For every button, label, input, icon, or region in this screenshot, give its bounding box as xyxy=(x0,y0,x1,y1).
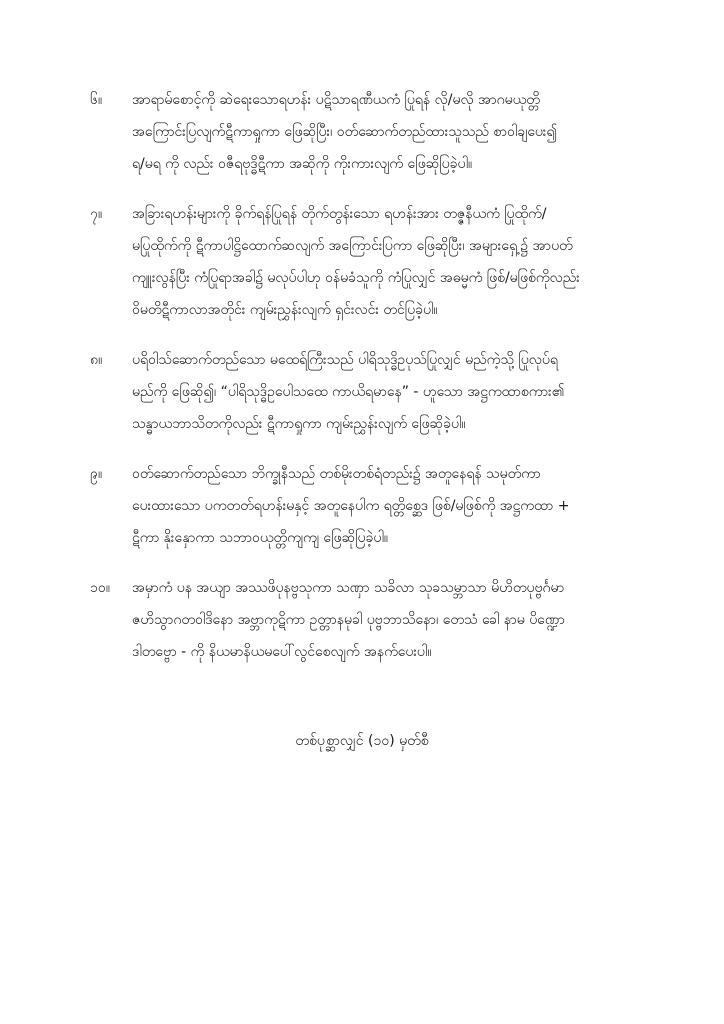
question-line: အမှာကံ ပန အယျာ အဿဖိပုနဗ္ဗသုကာ သဏှာ သခိလာ သုခသမ္ဘာသာ မိဟိတပုဗ္ဗင်္ဂမာ xyxy=(132,580,565,596)
question-text xyxy=(132,198,670,326)
question-line: အကြောင်းပြလျက်ဋီကာရှုကာ ဖြေဆိုပြီး၊ ဝတ်ဆောက်တည်ထားသူသည် စာဝါချပေး၍ xyxy=(132,124,557,140)
question-6 xyxy=(90,84,670,180)
question-number: ၉။ xyxy=(90,466,103,482)
question-line: ဋီကာ နိုးနှောကာ သဘာဝယုတ္တိကျကျ ဖြေဆိုပြခဲ့ပါ။ xyxy=(132,530,388,546)
question-line: မည်ကို ဖြေဆို၍၊ “ပါရိသုဒ္ဓိဥပေါသထေ ကာယိရမာနေ” - ဟူသော အဋ္ဌကထာစကား၏ xyxy=(132,384,565,400)
question-number: ၁၀။ xyxy=(90,580,110,596)
question-line: ဇဟိသွာဂတဝါဒိနော အဗ္ဘာကုဋိကာ ဥတ္တာနမုခါ ပုဗ္ဗဘာသိနော၊ တေသံ ခေါ နာမ ပိဏ္ဍော xyxy=(132,612,565,628)
question-7 xyxy=(90,198,670,326)
marks-note: တစ်ပုစ္ဆာလျှင် (၁၀) မှတ်စီ xyxy=(295,733,429,749)
question-9 xyxy=(90,458,670,554)
question-text xyxy=(132,572,670,668)
question-line: အခြားရဟန်းများကို ခိုက်ရန်ပြုရန် တိုက်တွန်းသော ရဟန်းအား တဇ္ဇနီယကံ ပြုထိုက်/ xyxy=(132,206,547,222)
question-10 xyxy=(90,572,670,668)
question-line: ဝတ်ဆောက်တည်သော ဘိက္ခုနီသည် တစ်မိုးတစ်ရံတည်း၌ အတူနေရန် သမုတ်ကာ xyxy=(132,466,541,482)
question-line: သန္ဓာယဘာသိတကိုလည်း ဋီကာရှုကာ ကျမ်းညွှန်းလျက် ဖြေဆိုခဲ့ပါ။ xyxy=(132,416,466,432)
question-8 xyxy=(90,344,670,440)
question-line: ပေးထားသော ပကတတ်ရဟန်းမနှင့် အတူနေပါက ရတ္တိစ္ဆေဒ ဖြစ်/မဖြစ်ကို အဋ္ဌကထာ + xyxy=(132,498,570,514)
question-text xyxy=(132,84,670,180)
question-line: ရ/မရ ကို လည်း ဝဇီရဗုဒ္ဓိဋီကာ အဆိုကို ကိုးကားလျက် ဖြေဆိုပြခဲ့ပါ။ xyxy=(132,156,473,172)
question-number: ၈။ xyxy=(90,352,103,368)
question-line: အာရာမ်စောင့်ကို ဆဲရေးသောရဟန်း ပဋိသာရဏီယကံ ပြုရန် လို/မလို အာဂမယုတ္တိ xyxy=(132,92,540,108)
question-number: ၇။ xyxy=(90,206,103,222)
question-number: ၆။ xyxy=(90,92,103,108)
question-line: ပရိဝါသ်ဆောက်တည်သော မထေရ်ကြီးသည် ပါရိသုဒ္ဓိဥပုသ်ပြုလျှင် မည်ကဲ့သို့ ပြုလုပ်ရ xyxy=(132,352,558,368)
question-line: ကျူးလွန်ပြီး ကံပြုရာအခါ၌ မလုပ်ပါဟု ဝန်မခံသူကို ကံပြုလျှင် အဓမ္မကံ ဖြစ်/မဖြစ်ကိုလည်း xyxy=(132,270,580,286)
question-text xyxy=(132,344,670,440)
question-line: ဝိမတိဋီကာလာအတိုင်း ကျမ်းညွှန်းလျက် ရှင်းလင်း တင်ပြခဲ့ပါ။ xyxy=(132,302,438,318)
question-text xyxy=(132,458,670,554)
question-line: ဒါတဗ္ဗော - ကို နိယမာနိယမပေါ်လွင်စေလျက် အနက်ပေးပါ။ xyxy=(132,644,432,660)
question-line: မပြုထိုက်ကို ဋီကာပါဋ္ဌိထောက်ဆလျက် အကြောင်းပြကာ ဖြေဆိုပြီး၊ အများရှေ့၌ အာပတ် xyxy=(132,238,573,254)
